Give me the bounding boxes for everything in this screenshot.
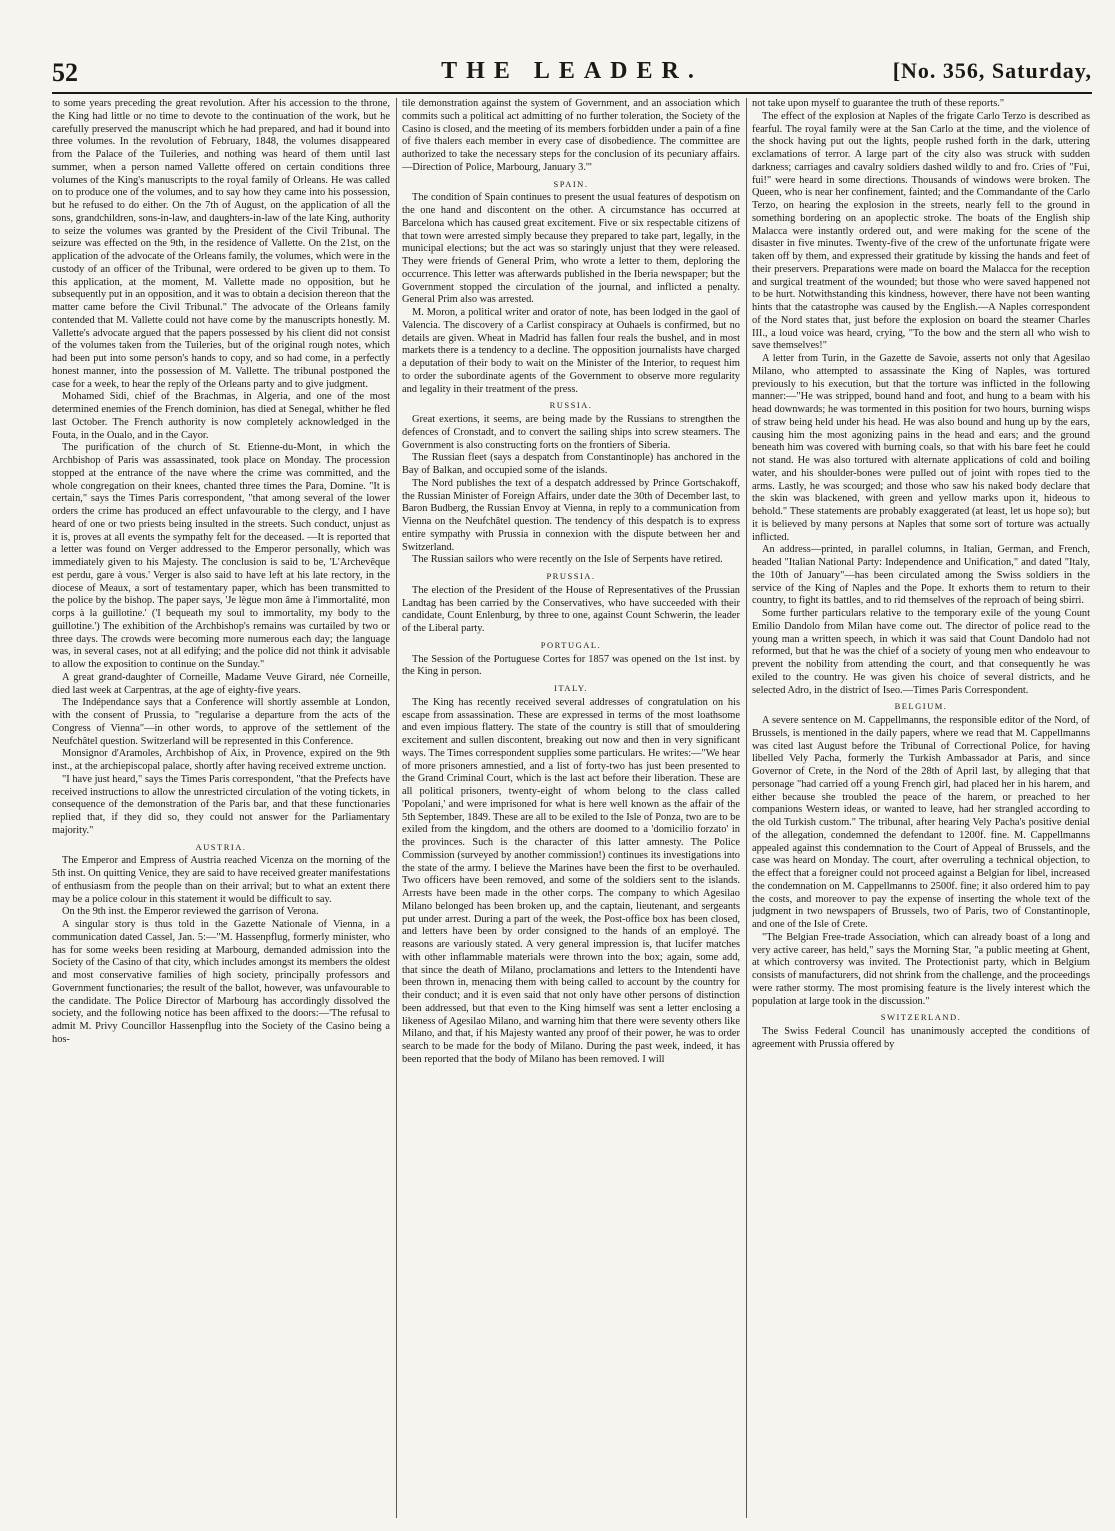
- paragraph: The election of the President of the House of Representatives of the Prussian Landtag has been carried by the Conservatives, who have succeeded with their candidate, Count Enlenburg, by three to one, against Count Schwerin, the leader of the Liberal party.: [402, 584, 740, 634]
- paragraph: The Russian sailors who were recently on the Isle of Serpents have retired.: [412, 554, 723, 566]
- paragraph: The condition of Spain continues to present the usual features of despotism on the one hand and discontent on the other. A circumstance has occurred at Barcelona which has caused great excitement. Five or six respectable citizens of that town were arrested simply because they prepared to take part, legally, in the municipal elections; but the act was so staringly unjust that they were released. They were friends of General Prim, who wrote a letter to them, deploring the occurrence. This letter was afterwards published in the Iberia newspaper; but the Government stopped the circulation of the journal, and inflicted a penalty. General Prim also was arrested.: [402, 192, 740, 306]
- paragraph: The Indépendance says that a Conference will shortly assemble at London, with the consent of Prussia, to "regularise a departure from the acts of the Congress of Vienna"—in other words, to approve of the settlement of the Neufchâtel question. Switzerland will be represented in this Conference.: [52, 697, 390, 747]
- paragraph: Mohamed Sidi, chief of the Brachmas, in Algeria, and one of the most determined enemies of the French dominion, has died at Senegal, whither he fled last October. The French authority is now completely acknowledged in the Fouta, in the Oualo, and in the Cayor.: [52, 391, 390, 441]
- section-heading-austria: AUSTRIA.: [195, 841, 247, 852]
- paragraph: On the 9th inst. the Emperor reviewed the garrison of Verona.: [62, 906, 319, 918]
- paragraph: An address—printed, in parallel columns, in Italian, German, and French, headed "Italian National Party: Independence and Unification," and dated "Italy, the 10th of January"—has been circulated among the Swiss soldiers in the service of the King of Naples and the Pope. It exhorts them to return to their country, to fight its battles, and to rid themselves of the reproach of being sbirri.: [752, 544, 1090, 607]
- paragraph: The Emperor and Empress of Austria reached Vicenza on the morning of the 5th inst. On quitting Venice, they are said to have received greater manifestations of enthusiasm from the people than on their arrival; but to what an extent there may be a police colour in this statement it would be difficult to say.: [52, 855, 390, 905]
- paragraph: The Session of the Portuguese Cortes for 1857 was opened on the 1st inst. by the King in person.: [402, 653, 740, 678]
- section-heading-portugal: PORTUGAL.: [540, 639, 602, 650]
- paragraph: The Nord publishes the text of a despatch addressed by Prince Gortschakoff, the Russian Minister of Foreign Affairs, under date the 30th of December last, to Baron Budberg, the Russian Envoy at Vienna, in reply to a communication from Vienna on the Neufchâtel question. The tendency of this despatch is to express entire sympathy with Prussia in connexion with the dispute between her and Switzerland.: [402, 477, 740, 553]
- paragraph: A severe sentence on M. Cappellmanns, the responsible editor of the Nord, of Brussels, is mentioned in the daily papers, where we read that M. Cappellmanns was cited last August before the Tribunal of Correctional Police, for having libelled Vely Pacha, formerly the Turkish Ambassador at Paris, and since Governor of Crete, in the Nord of the 28th of April last, by alleging that that personage "had carried off a young French girl, had placed her in his harem, and either because she troubled the peace of the harem, or preached to her companions Western ideas, or wanted to leave, had her strangled according to the old Turkish custom." The tribunal, after hearing Vely Pacha's positive denial of the allegation, condemned the defendant to 1200f. fine. M. Cappellmanns appealed against this condemnation to the Court of Appeal of Brussels, and the case was heard on Monday. The court, after overruling a technical objection, to the effect that a foreigner could not proceed against a Belgian for libel, increased the condemnation on M. Cappellmanns to 2500f. fine; it also ordered him to pay the costs, and moreover to pay the expense of inserting the whole text of the judgment in two newspapers of Brussels, two of Paris, two of Constantinople, and one of the Isle of Crete.: [752, 715, 1090, 930]
- section-heading-spain: SPAIN.: [553, 178, 589, 189]
- paragraph: The Swiss Federal Council has unanimously accepted the conditions of agreement with Prussia offered by: [752, 1026, 1090, 1050]
- column-1: [52, 98, 390, 1518]
- paragraph: The purification of the church of St. Etienne-du-Mont, in which the Archbishop of Paris was assassinated, took place on Monday. The procession stopped at the entrance of the nave where the crime was committed, and the whole congregation on their knees, chanted three times the Para, Domine. "It is certain," says the Times Paris correspondent, "that among several of the lower orders the crime has produced an effect unfavourable to the clergy, and I have heard of one or two priests being insulted in the streets. Such conduct, unjust as it is, proves at all events the sympathy felt for the deceased. —It is reported that a letter was found on Verger addressed to the Emperor personally, which was immediately given to his Majesty. The conclusion is said to be, 'L'Archevêque est perdu, gare à vous.' Verger is also said to have left at his late rectory, in the diocese of Meaux, a sort of testamentary paper, which has been transmitted to the police by the bishop. The paper says, 'Je lègue mon âme à l'immortalité, mon corps à la guillotine.' ('I bequeath my soul to immortality, my body to the guillotine.') The exhibition of the Archbishop's remains was curtailed by two or three days. The crowds were becoming more numerous each day; the language was, in several cases, not at all edifying; and the police did not think it advisable to allow the exposition to continue on the Sunday.": [52, 442, 390, 670]
- header-rule: [52, 92, 1092, 94]
- paragraph: "The Belgian Free-trade Association, which can already boast of a long and very active career, has held," says the Morning Star, "a public meeting at Ghent, at which controversy was invited. The Protectionist party, which in Belgium consists of manufacturers, did not shrink from the challenge, and the proceedings were rather stormy. The most promising feature is the lively interest which the population at large took in the discussion.": [752, 931, 1090, 1007]
- paragraph: Great exertions, it seems, are being made by the Russians to strengthen the defences of Cronstadt, and to convert the sailing ships into screw steamers. The Government is also constructing forts on the frontiers of Siberia.: [402, 414, 740, 451]
- section-heading-russia: RUSSIA.: [549, 400, 593, 411]
- paragraph: The King has recently received several addresses of congratulation on his escape from assassination. These are expressed in terms of the most loathsome and even impious flattery. The state of the country is still that of smouldering excitement and sullen discontent, breaking out now and then in very significant ways. The Times correspondent supplies some particulars. He writes:—"We hear of more prisoners amnestied, and a list of forty-two has just been presented to the Grand Criminal Court, which is the last act before their liberation. These are all political prisoners, twenty-eight of whom belong to the class called 'Popolani,' and were imprisoned for what is here well known as the affair of the 5th September, 1849. These are all to be exiled to the Isle of Ponza, two are to be exiled from the kingdom, and the others are doomed to a 'domicilio forzato' in the provinces. Such is the character of this latter amnesty. The Police Commission (surveyed by another commission!) continues its investigations into the state of the army. I believe the Marines have been the first to be overhauled. Two officers have been removed, and some of the soldiers sent to the islands. Arrests have been made in the other corps. The company to which Agesilao Milano belonged has been broken up, and the captain, lieutenant, and sergeants put under arrest. During a part of the week, the Post-office box has been closed, and letters have been by order consigned to the hands of an employé. The reasons are variously stated. A very general impression is, that lucifer matches with other inflammable materials were thrown into the box; again, some add, that since the death of Milano, proclamations and letters to the Intendenti have been thrown in, menacing them with being called to account by the country for their conduct; and it is even said that not only have other persons of distinction been addressed, but that even to the King himself was sent a letter enclosing a likeness of Agesilao Milano, and warning him that there were seventy others like Milano, and that, if his Majesty wanted any proof of their power, he was to order search to be made for the body of Milano. During the past week, indeed, it has been reported that the body of Milano has been removed. I will: [402, 696, 740, 1065]
- paragraph: M. Moron, a political writer and orator of note, has been lodged in the gaol of Valencia. The discovery of a Carlist conspiracy at Ouhaels is confirmed, but no details are given. Wheat in Madrid has fallen four reals the bushel, and in most markets there is a tendency to a decline. The opposition journalists have charged a deputation of their body to wait on the Minister of the Interior, to request him to order the subordinate agents of the Government to observe more regularity and legality in their treatment of the press.: [402, 307, 740, 395]
- column-2: [402, 98, 740, 1518]
- section-heading-belgium: BELGIUM.: [894, 701, 948, 712]
- paragraph: The Russian fleet (says a despatch from Constantinople) has anchored in the Bay of Balkan, and occupied some of the islands.: [402, 452, 740, 476]
- paragraph: Monsignor d'Aramoles, Archbishop of Aix, in Provence, expired on the 9th inst., at the archiepiscopal palace, shortly after having received extreme unction.: [52, 748, 390, 772]
- paragraph: "I have just heard," says the Times Paris correspondent, "that the Prefects have received instructions to allow the unrestricted circulation of the voting tickets, in consequence of the demonstration of the Paris bar, and that these functionaries replied that, if they did so, they could not answer for the Parliamentary majority.": [52, 773, 390, 836]
- column-divider: [396, 98, 397, 1518]
- page-number: 52: [52, 58, 78, 87]
- paragraph: tile demonstration against the system of Government, and an association which commits such a political act admitting of no further toleration, the Society of the Casino is closed, and the meeting of its members forbidden under a pain of a fine of five thalers each member in every case of disobedience. The committee are authorized to take the necessary steps for the conclusion of its pecuniary affairs.—Direction of Police, Marbourg, January 3.'": [402, 98, 740, 173]
- paragraph: not take upon myself to guarantee the truth of these reports.": [752, 98, 1005, 109]
- column-3: [752, 98, 1090, 1518]
- column-divider: [746, 98, 747, 1518]
- paragraph: to some years preceding the great revolution. After his accession to the throne, the King had little or no time to devote to the continuation of the work, but he carefully preserved the manuscript which he had prepared, and had it bound into three volumes. In the revolution of February, 1848, the volumes disappeared from the Palace of the Tuileries, and nothing was heard of them until last summer, when a person named Vallette offered on certain conditions three volumes of the King's manuscripts to the royal family of Orleans. He was called on to produce one of the volumes, and to say how they came into his possession, but he refused to do either. On the 7th of August, on the application of all the sons, grandchildren, sons-in-law, and daughters-in-law of the late King, authority to seize the volumes was granted by the President of the Civil Tribunal. The seizure was effected on the 9th, in the residence of Vallette. On the 21st, on the application of the advocate of the Orleans family, the volumes, which were in the custody of an officer of the Tribunal, were ordered to be given up to them. To this application, at the moment, M. Vallette made no opposition, but he subsequently put in an opposition, and it was to obtain a decision thereon that the matter came before the Civil Tribunal." The advocate of the Orleans family contended that M. Vallette could not have come by the manuscripts honestly. M. Vallette's advocate argued that the papers possessed by his client did not consist of the volumes taken from the Tuileries, but of the original rough notes, which had been put into some person's hands to copy, and so had come, in a perfectly honest manner, into the possession of M. Vallette. The tribunal postponed the case for a week, to hear the reply of the Orleans party and to give judgment.: [52, 98, 390, 390]
- section-heading-italy: ITALY.: [554, 683, 588, 693]
- section-heading-switzerland: SWITZERLAND.: [880, 1012, 962, 1023]
- paragraph: A singular story is thus told in the Gazette Nationale of Vienna, in a communication dated Cassel, Jan. 5:—"M. Hassenpflug, formerly minister, who has for some weeks been residing at Marbourg, demanded admission into the Society of the Casino of that city, which includes amongst its members the oldest and most conservative families of high society, principally professors and Government functionaries; the result of the ballot, however, was unfavourable to the candidate. The Police Director of Marbourg has accordingly dissolved the society, and the following notice has been affixed to the doors:—'The refusal to admit M. Privy Councillor Hassenpflug into the Society of the Casino being a hos-: [52, 919, 390, 1045]
- paragraph: The effect of the explosion at Naples of the frigate Carlo Terzo is described as fearful. The royal family were at the San Carlo at the time, and the violence of the shock having put out the lights, people rushed forth in the dark, uttering exclamations of terror. A large part of the city also was struck with sudden darkness; carriages and cavalry soldiers dashed wildly to and fro. Cries of "Fui, fui!" were heard in some directions. Thousands of windows were broken. The Queen, who is near her confinement, fainted; and the Commandante of the Carlo Terzo, on hearing the explosion in the streets, nearly fell to the ground in something bordering on an apoplectic stroke. The boats of the English ship Malacca were instantly ordered out, and were making for the scene of the disaster in five minutes. Twenty-five of the crew of the unfortunate frigate were taken off by them, and expressed their gratitude by kissing the hands and feet of their preservers. Preparations were made on board the Malacca for the reception and surgical treatment of the wounded; but those who were saved happened not to be hurt. Notwithstanding this kindness, however, there have not been wanting hints that the catastrophe was caused by the English.—A Naples correspondent of the Nord states that, just before the explosion on board the steamer Charles III., a loud voice was heard, crying, "To the bow and the stern all who wish to save themselves!": [752, 110, 1090, 352]
- paragraph: A great grand-daughter of Corneille, Madame Veuve Girard, née Corneille, died last week at Carpentras, at the age of eighty-five years.: [52, 671, 390, 696]
- paragraph: Some further particulars relative to the temporary exile of the young Count Emilio Dandolo from Milan have come out. The director of police read to the young man a written speech, in which it was said that Count Dandolo had not reformed, but that he was the chief of a society of young men who endeavour to prevent the nobility from attending the court, and that consequently he was exiled to the country. He was given his choice of several districts, and he selected Adro, in the district of Iseo.—Times Paris Correspondent.: [752, 608, 1090, 696]
- masthead-title: THE LEADER.: [441, 58, 703, 84]
- paragraph: A letter from Turin, in the Gazette de Savoie, asserts not only that Agesilao Milano, who attempted to assassinate the King of Naples, was tortured previously to his execution, but that the torture was inflicted in the following manner:—"He was stripped, bound hand and foot, and hung to a beam with his head downwards; he was tormented in this position for two hours, burning wisps of straw being held under his head. He was also bound and hung up by the ears, causing him the most agonizing pains in the head and ears; and the ground beneath him was covered with burning coals, so that with his bare feet he could not stand. He was also tortured with alternate applications of cold and boiling water, and his shoulder-bones were pulled out of joint with ropes tied to the arms. Lastly, he was scourged; and those who saw his naked body declare that the skin was blackened, with green and yellow marks upon it, hideous to behold." These statements are probably exaggerated (at least, let us hope so); but it is believed by many persons at Naples that some sort of torture was actually inflicted.: [752, 353, 1090, 543]
- issue-info: [No. 356, Saturday,: [892, 58, 1092, 83]
- page-header: [52, 58, 1092, 88]
- section-heading-prussia: PRUSSIA.: [546, 571, 596, 581]
